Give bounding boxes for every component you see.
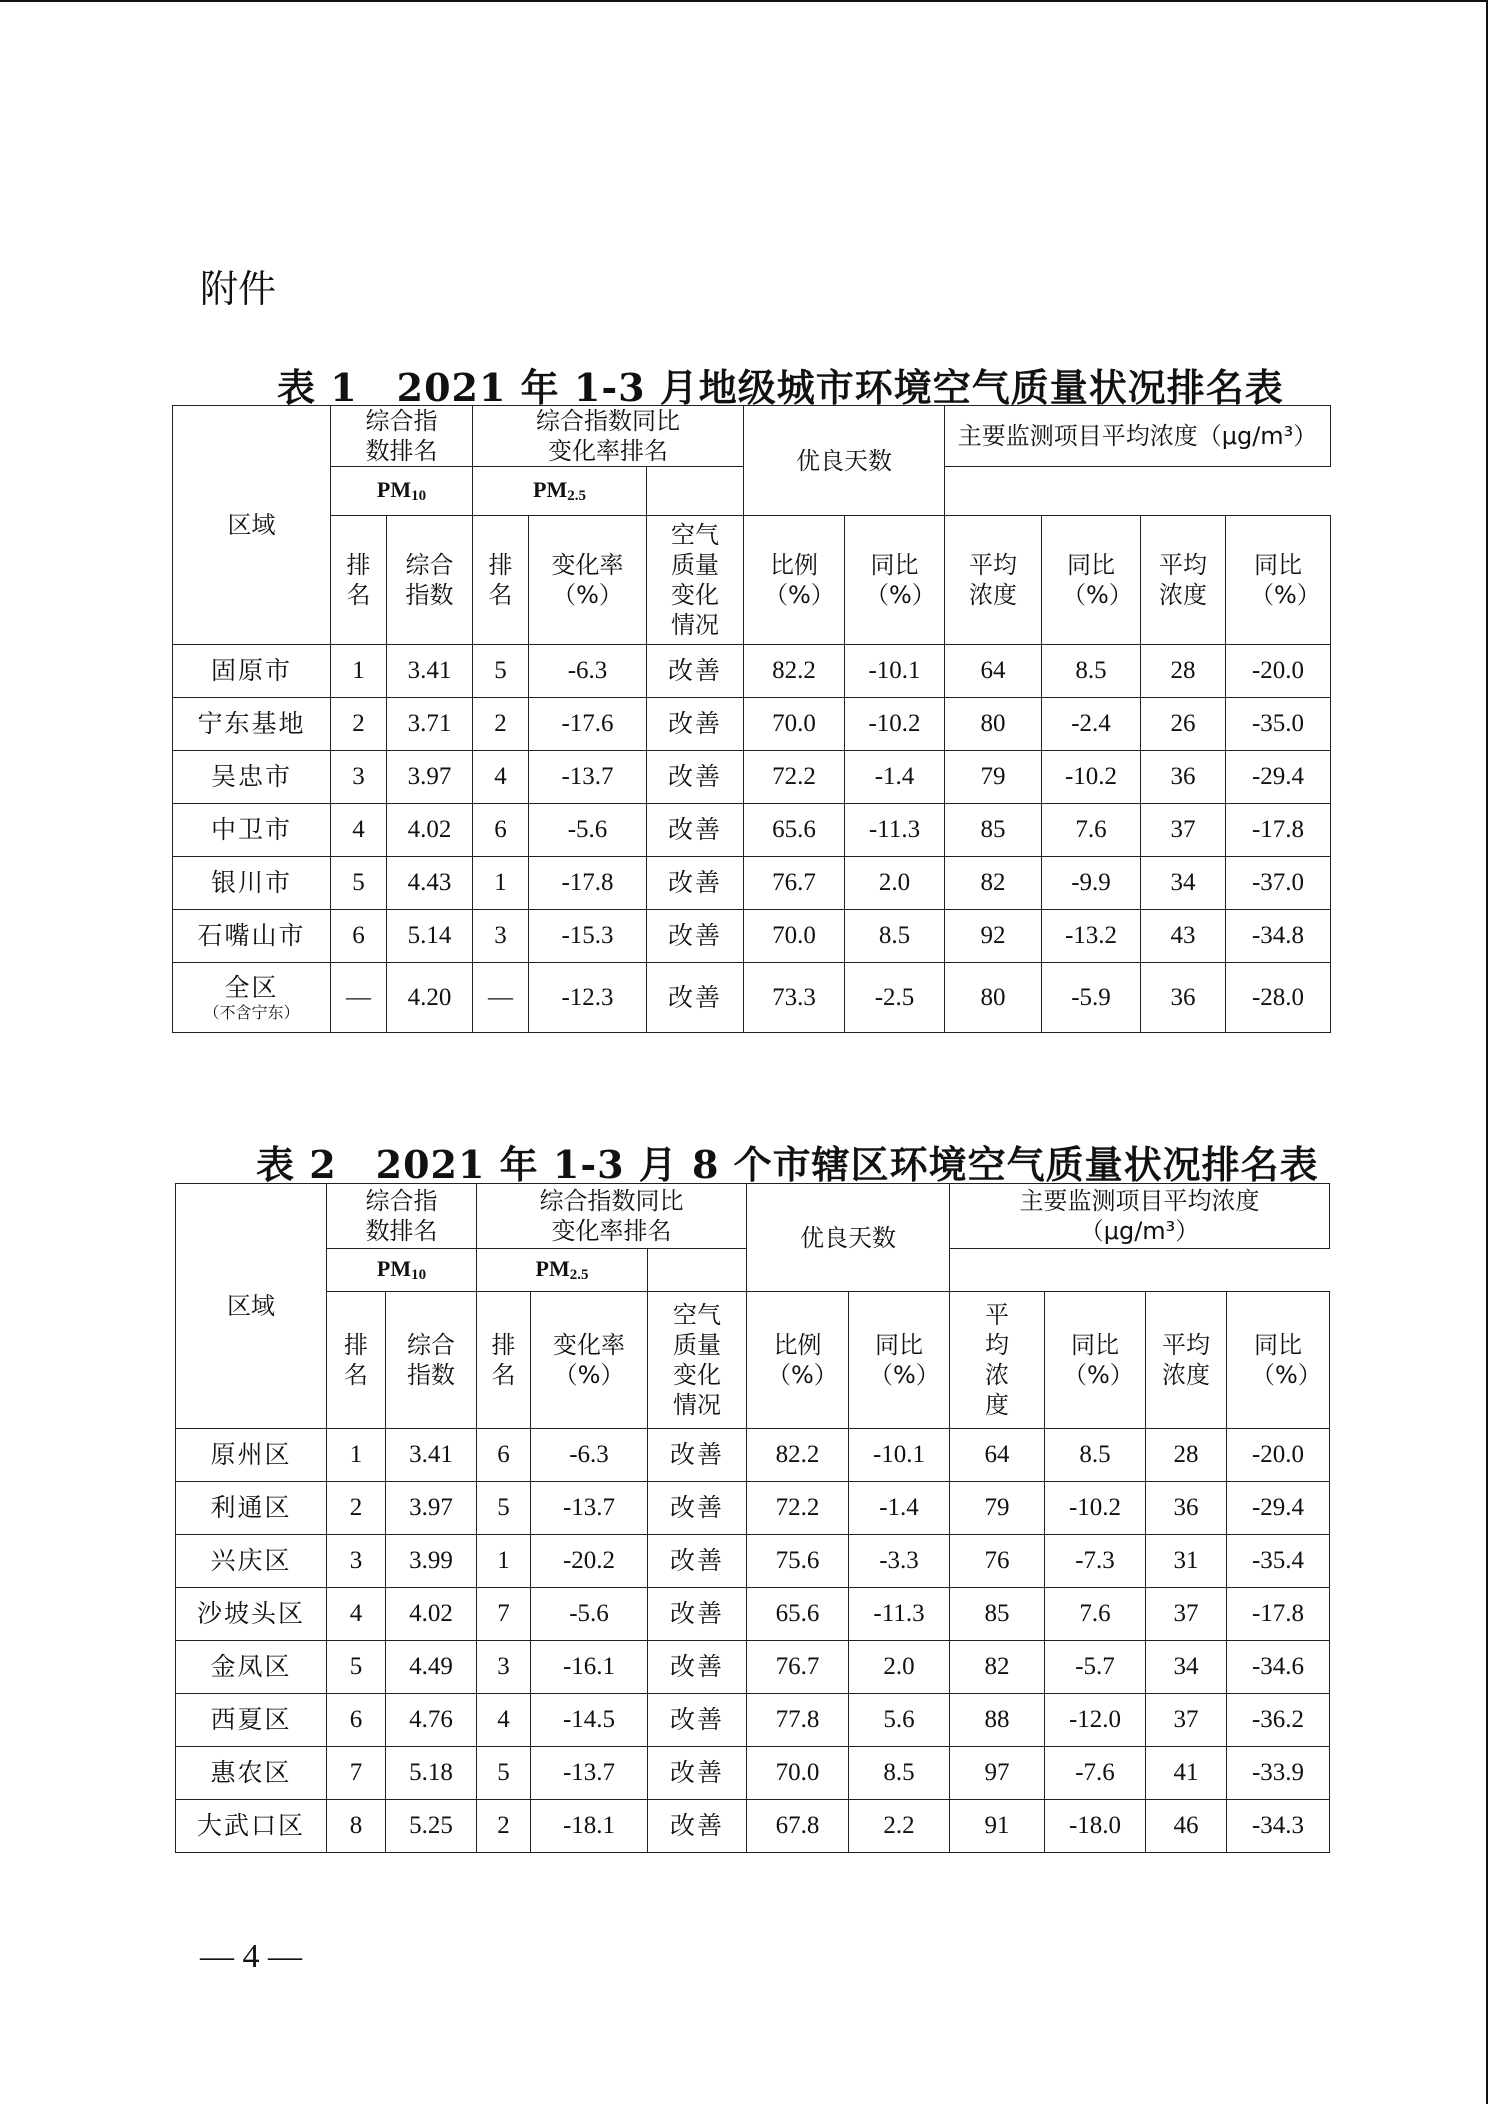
ratio-yoy-cell: -1.4 [849,1482,950,1535]
status-cell: 改善 [647,645,744,698]
pm10-yoy-cell: -10.2 [1042,751,1141,804]
index-cell: 4.20 [387,963,473,1033]
pm25-yoy-cell: -29.4 [1227,1482,1330,1535]
pm10-cell: 85 [945,804,1042,857]
rank-cell: 3 [327,1535,386,1588]
ratio-cell: 70.0 [747,1747,849,1800]
ratio-cell: 65.6 [744,804,845,857]
status-cell: 改善 [648,1535,747,1588]
header-pm10-avg: 平均浓度 [945,516,1042,645]
header-change-rank: 综合指数同比变化率排名 [473,406,744,467]
index-cell: 3.99 [386,1535,477,1588]
change-rank-cell: 2 [473,698,529,751]
table-row [176,1641,1330,1694]
change-rank-cell: 4 [473,751,529,804]
region-cell: 原州区 [176,1429,327,1482]
pm25-yoy-cell: -35.4 [1227,1535,1330,1588]
change-rate-cell: -13.7 [531,1482,648,1535]
header-index: 综合指数 [386,1292,477,1429]
ratio-cell: 82.2 [747,1429,849,1482]
pm10-yoy-cell: -2.4 [1042,698,1141,751]
ratio-cell: 73.3 [744,963,845,1033]
rank-cell: 3 [331,751,387,804]
change-rank-cell: 3 [473,910,529,963]
header-change-rank: 综合指数同比变化率排名 [477,1184,747,1249]
pm10-cell: 80 [945,963,1042,1033]
pm25-yoy-cell: -34.6 [1227,1641,1330,1694]
table-row [173,645,1331,698]
ratio-cell: 77.8 [747,1694,849,1747]
header-pm25-yoy: 同比（%） [1227,1292,1330,1429]
region-cell: 兴庆区 [176,1535,327,1588]
header-pm10-yoy: 同比（%） [1042,516,1141,645]
header-ratio: 比例（%） [747,1292,849,1429]
pm10-yoy-cell: -9.9 [1042,857,1141,910]
pm10-yoy-cell: -18.0 [1045,1800,1146,1853]
header-quality-change: 空气质量变化情况 [648,1292,747,1429]
table-row [173,751,1331,804]
table-row [173,857,1331,910]
change-rate-cell: -18.1 [531,1800,648,1853]
table-row [176,1747,1330,1800]
pm25-yoy-cell: -17.8 [1227,1588,1330,1641]
index-cell: 4.49 [386,1641,477,1694]
table-row [173,804,1331,857]
region-cell: 利通区 [176,1482,327,1535]
status-cell: 改善 [647,698,744,751]
pm10-yoy-cell: -5.9 [1042,963,1141,1033]
pm25-cell: 28 [1146,1429,1227,1482]
change-rank-cell: 5 [477,1482,531,1535]
index-cell: 5.18 [386,1747,477,1800]
rank-cell: 5 [327,1641,386,1694]
pm10-cell: 64 [950,1429,1045,1482]
change-rate-cell: -16.1 [531,1641,648,1694]
pm25-cell: 41 [1146,1747,1227,1800]
header-ratio-yoy: 同比（%） [845,516,945,645]
pm25-yoy-cell: -34.8 [1226,910,1331,963]
status-cell: 改善 [648,1800,747,1853]
region-cell: 银川市 [173,857,331,910]
pm25-cell: 26 [1141,698,1226,751]
change-rate-cell: -12.3 [529,963,647,1033]
table-row [176,1535,1330,1588]
status-cell: 改善 [648,1588,747,1641]
index-cell: 3.41 [387,645,473,698]
change-rate-cell: -5.6 [531,1588,648,1641]
ratio-cell: 70.0 [744,698,845,751]
status-cell: 改善 [647,910,744,963]
header-change-rate: 变化率（%） [529,516,647,645]
pm10-yoy-cell: -12.0 [1045,1694,1146,1747]
status-cell: 改善 [648,1429,747,1482]
change-rank-cell: 4 [477,1694,531,1747]
pm25-yoy-cell: -20.0 [1226,645,1331,698]
table1-title: 表 1 2021 年 1-3 月地级城市环境空气质量状况排名表 [277,365,1284,410]
rank-cell: 5 [331,857,387,910]
rank-cell: 7 [327,1747,386,1800]
ratio-cell: 76.7 [747,1641,849,1694]
change-rank-cell: 6 [477,1429,531,1482]
ratio-yoy-cell: -11.3 [845,804,945,857]
header-index: 综合指数 [387,516,473,645]
ratio-yoy-cell: -3.3 [849,1535,950,1588]
change-rank-cell: 3 [477,1641,531,1694]
header-pm25: $PM_{2.5}$ [477,1249,648,1292]
pm10-yoy-cell: 8.5 [1042,645,1141,698]
rank-cell: 1 [327,1429,386,1482]
change-rank-cell: 7 [477,1588,531,1641]
header-rank: 排名 [331,516,387,645]
ratio-cell: 76.7 [744,857,845,910]
ratio-yoy-cell: 2.0 [845,857,945,910]
change-rate-cell: -14.5 [531,1694,648,1747]
pm25-yoy-cell: -17.8 [1226,804,1331,857]
table-row-total [173,963,1331,1033]
pm10-yoy-cell: -7.6 [1045,1747,1146,1800]
change-rate-cell: -6.3 [529,645,647,698]
change-rate-cell: -20.2 [531,1535,648,1588]
pm10-cell: 85 [950,1588,1045,1641]
status-cell: 改善 [647,751,744,804]
table-row [173,910,1331,963]
pm10-cell: 64 [945,645,1042,698]
pm10-cell: 82 [950,1641,1045,1694]
ratio-yoy-cell: -1.4 [845,751,945,804]
ratio-yoy-cell: 8.5 [845,910,945,963]
pm25-cell: 37 [1146,1588,1227,1641]
status-cell: 改善 [647,963,744,1033]
index-cell: 4.02 [386,1588,477,1641]
region-cell: 固原市 [173,645,331,698]
pm25-yoy-cell: -35.0 [1226,698,1331,751]
header-pollutants: 主要监测项目平均浓度（μg/m³） [945,406,1331,467]
change-rate-cell: -13.7 [529,751,647,804]
pm25-cell: 43 [1141,910,1226,963]
pm25-cell: 37 [1141,804,1226,857]
index-cell: 4.43 [387,857,473,910]
pm25-yoy-cell: -20.0 [1227,1429,1330,1482]
header-pm10: $PM_{10}$ [331,467,473,516]
table1 [172,405,1331,1033]
pm25-cell: 34 [1146,1641,1227,1694]
region-cell: 吴忠市 [173,751,331,804]
header-pm25-yoy: 同比（%） [1226,516,1331,645]
ratio-cell: 67.8 [747,1800,849,1853]
status-cell: 改善 [648,1747,747,1800]
pm25-yoy-cell: -37.0 [1226,857,1331,910]
table-row [176,1429,1330,1482]
pm25-yoy-cell: -34.3 [1227,1800,1330,1853]
pm25-yoy-cell: -29.4 [1226,751,1331,804]
pm10-cell: 80 [945,698,1042,751]
pm10-yoy-cell: -10.2 [1045,1482,1146,1535]
table-row [173,698,1331,751]
ratio-cell: 72.2 [744,751,845,804]
ratio-yoy-cell: -10.2 [845,698,945,751]
change-rate-cell: -13.7 [531,1747,648,1800]
header-change-rank-sub: 排名 [477,1292,531,1429]
header-rank: 排名 [327,1292,386,1429]
pm10-yoy-cell: 7.6 [1042,804,1141,857]
pm10-yoy-cell: 7.6 [1045,1588,1146,1641]
rank-cell: 8 [327,1800,386,1853]
pm25-cell: 28 [1141,645,1226,698]
index-cell: 3.41 [386,1429,477,1482]
ratio-cell: 65.6 [747,1588,849,1641]
change-rate-cell: -6.3 [531,1429,648,1482]
pm10-yoy-cell: 8.5 [1045,1429,1146,1482]
ratio-yoy-cell: 2.2 [849,1800,950,1853]
rank-cell: 2 [331,698,387,751]
pm25-yoy-cell: -33.9 [1227,1747,1330,1800]
page-border-top [0,0,1488,2]
pm25-cell: 46 [1146,1800,1227,1853]
region-cell: 西夏区 [176,1694,327,1747]
ratio-cell: 75.6 [747,1535,849,1588]
change-rate-cell: -5.6 [529,804,647,857]
table-row [176,1800,1330,1853]
status-cell: 改善 [647,804,744,857]
change-rank-cell: 1 [473,857,529,910]
region-cell: 惠农区 [176,1747,327,1800]
table-row [176,1694,1330,1747]
ratio-yoy-cell: -2.5 [845,963,945,1033]
change-rank-cell: 6 [473,804,529,857]
region-cell: 金凤区 [176,1641,327,1694]
ratio-yoy-cell: -11.3 [849,1588,950,1641]
region-cell: 全区 （不含宁东） [173,963,331,1033]
pm10-yoy-cell: -13.2 [1042,910,1141,963]
ratio-cell: 72.2 [747,1482,849,1535]
index-cell: 5.14 [387,910,473,963]
pm10-cell: 92 [945,910,1042,963]
rank-cell: 6 [327,1694,386,1747]
header-pm25-avg: 平均浓度 [1146,1292,1227,1429]
pm10-yoy-cell: -7.3 [1045,1535,1146,1588]
pm25-cell: 34 [1141,857,1226,910]
change-rank-cell: 5 [477,1747,531,1800]
page-number: — 4 — [200,1938,302,1975]
header-ratio-yoy: 同比（%） [849,1292,950,1429]
header-good-days: 优良天数 [744,406,945,516]
region-cell: 大武口区 [176,1800,327,1853]
rank-cell: — [331,963,387,1033]
change-rate-cell: -17.6 [529,698,647,751]
header-pm10: $PM_{10}$ [327,1249,477,1292]
header-composite-rank: 综合指数排名 [331,406,473,467]
header-change-rank-sub: 排名 [473,516,529,645]
rank-cell: 6 [331,910,387,963]
pm10-cell: 79 [945,751,1042,804]
pm10-cell: 79 [950,1482,1045,1535]
pm25-cell: 36 [1141,751,1226,804]
header-composite-rank: 综合指数排名 [327,1184,477,1249]
pm25-cell: 37 [1146,1694,1227,1747]
table-row [176,1588,1330,1641]
table-row [176,1482,1330,1535]
status-cell: 改善 [648,1641,747,1694]
change-rank-cell: 1 [477,1535,531,1588]
pm10-cell: 82 [945,857,1042,910]
attachment-label: 附件 [200,267,277,311]
rank-cell: 2 [327,1482,386,1535]
header-pm25-avg: 平均浓度 [1141,516,1226,645]
ratio-cell: 70.0 [744,910,845,963]
ratio-yoy-cell: 8.5 [849,1747,950,1800]
ratio-yoy-cell: 2.0 [849,1641,950,1694]
ratio-yoy-cell: -10.1 [849,1429,950,1482]
index-cell: 4.02 [387,804,473,857]
ratio-yoy-cell: -10.1 [845,645,945,698]
header-pm10-avg: 平均浓度 [950,1292,1045,1429]
region-cell: 中卫市 [173,804,331,857]
table2-title: 表 2 2021 年 1-3 月 8 个市辖区环境空气质量状况排名表 [256,1142,1319,1187]
pm10-cell: 91 [950,1800,1045,1853]
header-pm25: $PM_{2.5}$ [473,467,647,516]
rank-cell: 4 [327,1588,386,1641]
change-rank-cell: 2 [477,1800,531,1853]
index-cell: 5.25 [386,1800,477,1853]
pm10-cell: 88 [950,1694,1045,1747]
change-rank-cell: — [473,963,529,1033]
status-cell: 改善 [648,1482,747,1535]
pm25-cell: 36 [1141,963,1226,1033]
index-cell: 3.97 [386,1482,477,1535]
header-ratio: 比例（%） [744,516,845,645]
region-cell: 宁东基地 [173,698,331,751]
header-region: 区域 [176,1184,327,1429]
region-cell: 石嘴山市 [173,910,331,963]
ratio-cell: 82.2 [744,645,845,698]
pm10-yoy-cell: -5.7 [1045,1641,1146,1694]
header-pm10-yoy: 同比（%） [1045,1292,1146,1429]
pm25-cell: 31 [1146,1535,1227,1588]
change-rate-cell: -17.8 [529,857,647,910]
index-cell: 3.97 [387,751,473,804]
header-good-days: 优良天数 [747,1184,950,1292]
pm10-cell: 97 [950,1747,1045,1800]
change-rank-cell: 5 [473,645,529,698]
status-cell: 改善 [647,857,744,910]
header-region: 区域 [173,406,331,645]
rank-cell: 4 [331,804,387,857]
pm25-yoy-cell: -36.2 [1227,1694,1330,1747]
header-quality-change: 空气质量变化情况 [647,516,744,645]
index-cell: 3.71 [387,698,473,751]
index-cell: 4.76 [386,1694,477,1747]
pm10-cell: 76 [950,1535,1045,1588]
status-cell: 改善 [648,1694,747,1747]
header-change-rate: 变化率（%） [531,1292,648,1429]
header-pollutants: 主要监测项目平均浓度 （μg/m³） [950,1184,1330,1249]
region-cell: 沙坡头区 [176,1588,327,1641]
ratio-yoy-cell: 5.6 [849,1694,950,1747]
table2 [175,1183,1330,1853]
pm25-cell: 36 [1146,1482,1227,1535]
pm25-yoy-cell: -28.0 [1226,963,1331,1033]
rank-cell: 1 [331,645,387,698]
change-rate-cell: -15.3 [529,910,647,963]
